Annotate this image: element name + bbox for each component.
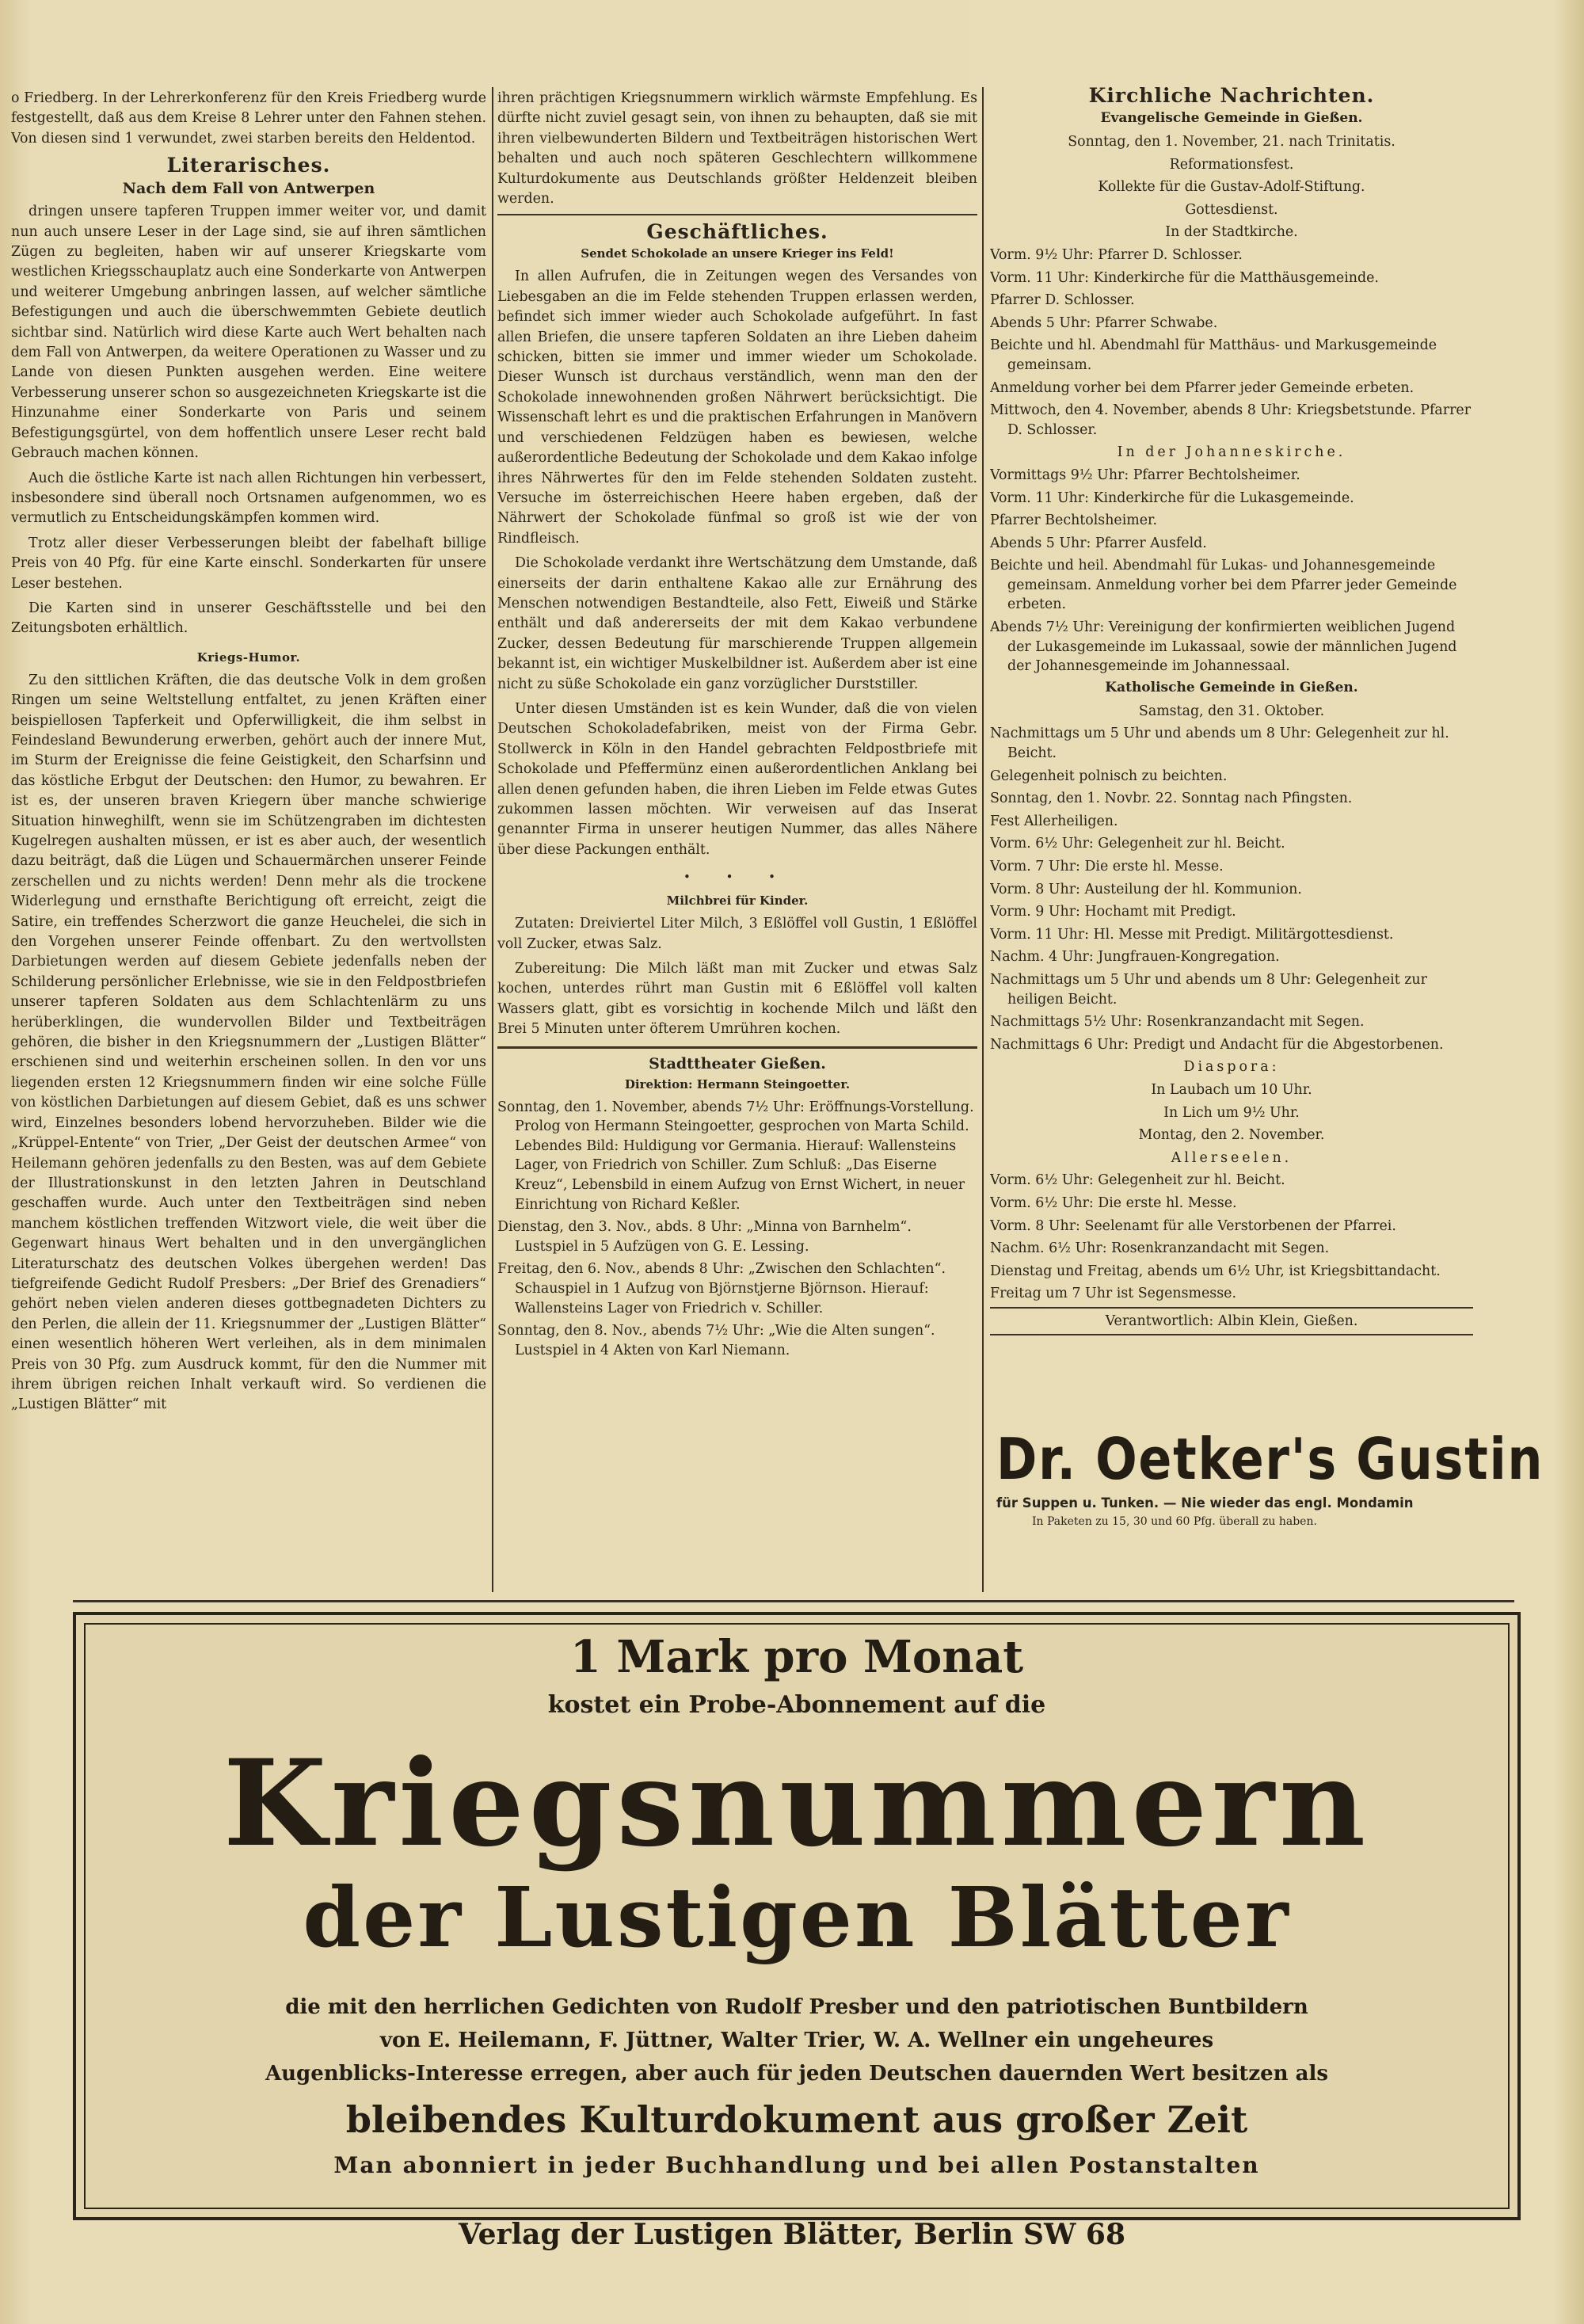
evangelical-heading: Evangelische Gemeinde in Gießen. [1100,110,1363,126]
schedule-item: Sonntag, den 1. November, abends 7½ Uhr: Eröffnungs-Vorstellung. Prolog von Hermann Steingoetter, gesprochen von Marta Schild. Lebendes Bild: Huldigung vor Germania. Hierauf: Wallensteins Lager, von Friedrich von Schiller. Zum Schluß: „Das Eiserne Kreuz“, Lebensbild in einem Aufzug von Ernst Wichert, in neuer Einrichtung von Richard Keßler. [497,1099,974,1213]
schedule-item: Nachmittags 6 Uhr: Predigt und Andacht für die Abgestorbenen. [990,1036,1444,1053]
schedule-item: Dienstag und Freitag, abends um 6½ Uhr, ist Kriegsbittandacht. [990,1263,1441,1279]
section-rule [990,1307,1473,1309]
oetker-tagline: für Suppen u. Tunken. — Nie wieder das engl. Mondamin [996,1495,1414,1511]
diaspora-heading: Diaspora: [1183,1059,1280,1076]
paragraph: Die Karten sind in unserer Geschäftsstelle und bei den Zeitungsboten erhältlich. [11,600,486,637]
paragraph: Zutaten: Dreiviertel Liter Milch, 3 Eßlöffel voll Gustin, 1 Eßlöffel voll Zucker, etwas Salz. [497,916,977,952]
paragraph: o Friedberg. In der Lehrerkonferenz für den Kreis Friedberg wurde festgestellt, daß aus dem Kreise 8 Lehrer unter den Fahnen stehen. Von diesen sind 1 verwundet, zwei starben bereits den Heldentod. [11,90,486,147]
schedule-item: Vorm. 6½ Uhr: Gelegenheit zur hl. Beicht. [990,1172,1285,1189]
recipe-heading: Milchbrei für Kinder. [666,893,809,909]
oetker-price: In Paketen zu 15, 30 und 60 Pfg. überall zu haben. [1032,1515,1317,1528]
ad-body-line: von E. Heilemann, F. Jüttner, Walter Trier, W. A. Wellner ein ungeheures [379,2029,1214,2052]
humor-heading: Kriegs-Humor. [196,650,301,665]
humor-article [11,671,486,1415]
schedule-item: Vorm. 11 Uhr: Kinderkirche für die Matthäusgemeinde. [990,269,1379,286]
section-divider: • • • [683,870,792,885]
schedule-item: Nachmittags um 5 Uhr und abends um 8 Uhr: Gelegenheit zur heiligen Beicht. [990,971,1427,1008]
schedule-item: Pfarrer Bechtolsheimer. [990,512,1157,529]
paragraph: Auch die östliche Karte ist nach allen Richtungen hin verbessert, insbesondere sind überall noch Ortsnamen aufgenommen, wo es vermutlich zu Entscheidungskämpfen kommen wird. [11,470,486,527]
schedule-line: Reformationsfest. [1169,156,1294,173]
ad-body-line: Augenblicks-Interesse erregen, aber auch für jeden Deutschen dauernden Wert besitzen als [265,2062,1329,2086]
schedule-item: In Laubach um 10 Uhr. [1151,1081,1312,1098]
business-article [497,267,977,860]
theater-direction: Direktion: Hermann Steingoetter. [624,1076,851,1092]
diaspora-schedule [990,1080,1473,1122]
schedule-item: Nachmittags 5½ Uhr: Rosenkranzandacht mit Segen. [990,1014,1365,1031]
schedule-item: Freitag um 7 Uhr ist Segensmesse. [990,1286,1236,1302]
lustige-blaetter-advertisement [73,1612,1521,2220]
catholic-schedule [990,724,1473,1054]
schedule-item: Vorm. 6½ Uhr: Gelegenheit zur hl. Beicht. [990,836,1285,852]
schedule-item: Vorm. 9 Uhr: Hochamt mit Predigt. [990,904,1236,920]
column-rule [492,87,493,1592]
paragraph: Unter diesen Umständen ist es kein Wunder, daß die von vielen Deutschen Schokoladefabriken, meist von der Firma Gebr. Stollwerck in Köln in den Handel gebrachten Feldpostbriefe mit Schokolade und Pfeffermünz einen außerordentlichen Anklang bei allen denen gefunden haben, die ihren Lieben im Felde etwas Gutes zukommen lassen möchten. Wir verweisen auf das Inserat genannter Firma in unserer heutigen Nummer, das alles Nähere über diese Packungen enthält. [497,700,977,858]
column-rule [982,87,984,1592]
responsible-line: Verantwortlich: Albin Klein, Gießen. [1105,1312,1358,1329]
schedule-item: Beichte und hl. Abendmahl für Matthäus- und Markusgemeinde gemeinsam. [990,337,1437,373]
schedule-item: Freitag, den 6. Nov., abends 8 Uhr: „Zwischen den Schlachten“. Schauspiel in 1 Aufzug von Björnstjerne Björnson. Hierauf: Wallensteins Lager von Friedrich v. Schiller. [497,1261,946,1316]
church-heading: Kirchliche Nachrichten. [1088,84,1375,107]
ad-slogan: bleibendes Kulturdokument aus großer Zeit [345,2098,1248,2141]
schedule-item: Vorm. 8 Uhr: Seelenamt für alle Verstorbenen der Pfarrei. [990,1217,1396,1234]
recipe-article [497,914,977,1039]
column-middle [497,89,977,1590]
schedule-item: Fest Allerheiligen. [990,813,1118,829]
schedule-item: Nachm. 4 Uhr: Jungfrauen-Kongregation. [990,949,1280,966]
paragraph: Zu den sittlichen Kräften, die das deutsche Volk in dem großen Ringen um seine Weltstellung entfaltet, zu jenen Kräften einer beispiellosen Tapferkeit und Opferwilligkeit, die ihm selbst in Feindesland Bewunderung erwerben, gehört auch der innere Mut, im Sturm der Ereignisse die feine Geistigkeit, den Scharfsinn und das köstliche Erbgut der Deutschen: den Humor, zu bewahren. Er ist es, der unseren braven Kriegern über manche schwierige Situation hinweghilft, wenn sie im Schützengraben im dichtesten Kugelregen aushalten müssen, er ist es aber auch, der wesentlich dazu beiträgt, daß die Lügen und Schauermärchen unserer Feinde zerschellen und zu nichts werden! Denn mehr als die trockene Widerlegung und ernsthafte Berichtigung oft erreicht, zeigt die Satire, ein treffendes Scherzwort die ganze Heuchelei, die sich in den Vorgehen unserer Feinde offenbart. Zu den wertvollsten Darbietungen werden auf diesem Gebiete jedenfalls neben der Schilderung persönlicher Erlebnisse, wie sie in den Feldpostbriefen unserer tapferen Soldaten aus dem Schlachtenlärm zu uns herüberklingen, die wundervollen Bilder und Textbeiträgen gehören, die bisher in den Kriegsnummern der „Lustigen Blätter“ erschienen sind und weiterhin erscheinen sollen. In den vor uns liegenden ersten 12 Kriegsnummern finden wir eine solche Fülle von köstlichen Darbietungen auf diesem Gebiet, daß es uns schwer wird, Einzelnes besonders lobend hervorzuheben. Bilder wie die „Krüppel-Entente“ von Trier, „Der Geist der deutschen Armee“ von Heilemann gehören jedenfalls zu den Besten, was auf dem Gebiete der Illustrationskunst in den letzten Jahren in Deutschland geschaffen wurde. Auch unter den Textbeiträgen sind neben manchem köstlichen treffenden Witzwort viele, die weit über die Gegenwart hinaus Wert behalten und in den unvergänglichen Literaturschatz des deutschen Volkes übergehen werden! Das tiefgreifende Gedicht Rudolf Presbers: „Der Brief des Grenadiers“ gehört neben vielen anderen dieses gottbegnadeten Dichters zu den Perlen, die allein der 11. Kriegsnummer der „Lustigen Blätter“ einen wesentlich höheren Wert verleihen, als in dem minimalen Preis von 30 Pfg. zum Ausdruck kommt, für den die Nummer mit ihrem übrigen reichen Inhalt verkauft wird. So verdienen die „Lustigen Blätter“ mit [11,672,486,1413]
column-right [990,79,1544,1604]
monday-date: Montag, den 2. November. [1138,1127,1325,1144]
ad-title: Kriegsnummern [223,1734,1371,1873]
paragraph: Zubereitung: Die Milch läßt man mit Zucker und etwas Salz kochen, unterdes rührt man Gustin mit 6 Eßlöffel voll kalten Wassers glatt, gibt es vorsichtig in kochende Milch und läßt den Brei 5 Minuten unter öfterem Umrühren kochen. [497,961,977,1038]
paragraph: Die Schokolade verdankt ihre Wertschätzung dem Umstande, daß einerseits der darin enthaltene Kakao alle zur Ernährung des Menschen notwendigen Bestandteile, also Fett, Eiweiß und Stärke enthält und daß andererseits der mit dem Kakao verbundene Zucker, dessen Bedeutung für marschierende Truppen allgemein bekannt ist, ein wichtiger Muskelbildner ist. Außerdem aber ist eine nicht zu süße Schokolade ein ganz vorzüglicher Durststiller. [497,555,977,692]
schedule-item: Beichte und heil. Abendmahl für Lukas- und Johannesgemeinde gemeinsam. Anmeldung vorher bei dem Pfarrer jeder Gemeinde erbeten. [990,558,1457,613]
schedule-line: In der Stadtkirche. [1165,224,1298,241]
literary-heading: Literarisches. [166,154,331,177]
catholic-date: Samstag, den 31. Oktober. [1138,703,1325,719]
oetker-advertisement [996,1426,1544,1592]
schedule-item: Sonntag, den 8. Nov., abends 7½ Uhr: „Wie die Alten sungen“. Lustspiel in 4 Akten von Karl Niemann. [497,1323,935,1358]
schedule-item: Gelegenheit polnisch zu beichten. [990,768,1228,784]
ad-price-line: 1 Mark pro Monat [569,1631,1024,1683]
ad-subtitle: der Lustigen Blätter [303,1869,1291,1966]
schedule-item: Abends 7½ Uhr: Vereinigung der konfirmierten weiblichen Jugend der Lukasgemeinde im Lukassaal, sowie der männlichen Jugend der Johannesgemeinde im Johannessaal. [990,619,1457,675]
ad-publisher: Verlag der Lustigen Blätter, Berlin SW 68 [458,2218,1126,2251]
theater-heading: Stadttheater Gießen. [649,1054,826,1072]
monday-schedule [990,1171,1473,1304]
paragraph: dringen unsere tapferen Truppen immer weiter vor, und damit nun auch unsere Leser in der Lage sind, sie auf ihren sämtlichen Zügen zu begleiten, haben wir auf unserer Kriegskarte vom westlichen Kriegsschauplatz auch eine Sonderkarte von Antwerpen und weiterer Umgebung anbringen lassen, auf welcher sämtliche Befestigungen und auch die überschwemmten Gebiete deutlich sichtbar sind. Natürlich wird diese Karte auch Wert behalten nach dem Fall von Antwerpen, da weitere Operationen zu Wasser und zu Lande von diesen Punkten ausgehen werden. Eine weitere Verbesserung unserer schon so ausgezeichneten Kriegskarte ist die Hinzunahme einer Sonderkarte von Paris und seinem Befestigungsgürtel, von dem hoffentlich unsere Leser recht bald Gebrauch machen können. [11,204,486,462]
schedule-item: Vorm. 8 Uhr: Austeilung der hl. Kommunion. [990,881,1302,897]
paragraph: ihren prächtigen Kriegsnummern wirklich wärmste Empfehlung. Es dürfte nicht zuviel gesagt sein, von ihnen zu behaupten, daß sie mit ihren vielbewunderten Bildern und Textbeiträgen historischen Wert behalten und auch noch späteren Geschlechtern willkommene Kulturdokumente aus Deutschlands größter Heldenzeit bleiben werden. [497,90,977,208]
schedule-item: Abends 5 Uhr: Pfarrer Ausfeld. [990,535,1207,551]
allerseelen-heading: Allerseelen. [1171,1149,1293,1166]
business-heading: Geschäftliches. [646,220,828,244]
schedule-line: Gottesdienst. [1185,201,1278,218]
schedule-item: Pfarrer D. Schlosser. [990,292,1135,309]
continued-article [497,89,977,209]
schedule-item: Vorm. 7 Uhr: Die erste hl. Messe. [990,859,1224,874]
catholic-heading: Katholische Gemeinde in Gießen. [1105,679,1358,695]
schedule-item: Nachmittags um 5 Uhr und abends um 8 Uhr: Gelegenheit zur hl. Beicht. [990,726,1449,762]
evangelical-intro [990,132,1473,242]
schedule-item: In Lich um 9½ Uhr. [1163,1104,1300,1121]
johannes-heading: In der Johanneskirche. [1117,444,1346,461]
literary-article [11,202,486,639]
literary-subheading: Nach dem Fall von Antwerpen [122,180,375,198]
schedule-item: Vorm. 11 Uhr: Kinderkirche für die Lukasgemeinde. [990,490,1354,506]
schedule-item: Vorm. 6½ Uhr: Die erste hl. Messe. [990,1194,1237,1211]
schedule-item: Nachm. 6½ Uhr: Rosenkranzandacht mit Segen. [990,1240,1330,1257]
section-rule [497,214,977,215]
ad-subscription-line: kostet ein Probe-Abonnement auf die [547,1691,1046,1719]
section-rule [990,1334,1473,1335]
oetker-title: Dr. Oetker's Gustin [996,1426,1544,1492]
schedule-item: Vorm. 11 Uhr: Hl. Messe mit Predigt. Militärgottesdienst. [990,926,1394,943]
ad-body-line: die mit den herrlichen Gedichten von Rudolf Presber und den patriotischen Buntbildern [285,1995,1308,2019]
schedule-item: Dienstag, den 3. Nov., abds. 8 Uhr: „Minna von Barnhelm“. Lustspiel in 5 Aufzügen von G. E. Lessing. [497,1219,912,1255]
business-subheading: Sendet Schokolade an unsere Krieger ins Feld! [581,246,894,261]
schedule-item: Sonntag, den 1. Novbr. 22. Sonntag nach Pfingsten. [990,791,1353,807]
paragraph: Trotz aller dieser Verbesserungen bleibt der fabelhaft billige Preis von 40 Pfg. für eine Karte einschl. Sonderkarten für unsere Leser bestehen. [11,535,486,592]
ad-subscribe-info: Man abonniert in jeder Buchhandlung und bei allen Postanstalten [333,2152,1260,2178]
johanneskirche-schedule [990,466,1473,676]
schedule-item: Anmeldung vorher bei dem Pfarrer jeder Gemeinde erbeten. [990,379,1415,396]
schedule-item: Vorm. 9½ Uhr: Pfarrer D. Schlosser. [990,246,1243,263]
theater-schedule [497,1098,977,1361]
stadtkirche-schedule [990,246,1473,440]
column-left [11,89,486,1590]
intro-notice [11,89,486,149]
schedule-line: Sonntag, den 1. November, 21. nach Trinitatis. [1068,134,1396,150]
page-rule [73,1600,1514,1602]
schedule-item: Abends 5 Uhr: Pfarrer Schwabe. [990,314,1218,331]
schedule-line: Kollekte für die Gustav-Adolf-Stiftung. [1098,179,1365,196]
schedule-item: Mittwoch, den 4. November, abends 8 Uhr: Kriegsbetstunde. Pfarrer D. Schlosser. [990,402,1472,438]
paragraph: In allen Aufrufen, die in Zeitungen wegen des Versandes von Liebesgaben an die im Felde stehenden Truppen erlassen werden, befindet sich immer wieder auch Schokolade aufgeführt. In fast allen Briefen, die unsere tapferen Soldaten an ihre Lieben daheim schicken, bitten sie immer und immer wieder um Schokolade. Dieser Wunsch ist durchaus verständlich, wenn man den der Schokolade innewohnenden großen Nährwert berücksichtigt. Die Wissenschaft lehrt es und die praktischen Erfahrungen in Manövern und verschiedenen Feldzügen haben es bewiesen, welche außerordentliche Bedeutung der Schokolade und dem Kakao infolge ihres Nährwertes für den im Felde stehenden Soldaten zusteht. Versuche im österreichischen Heere haben ergeben, daß der Nährwert der Schokolade fünfmal so groß ist wie der von Rindfleisch. [497,269,977,547]
section-rule [497,1046,977,1049]
schedule-item: Vormittags 9½ Uhr: Pfarrer Bechtolsheimer. [990,467,1300,483]
